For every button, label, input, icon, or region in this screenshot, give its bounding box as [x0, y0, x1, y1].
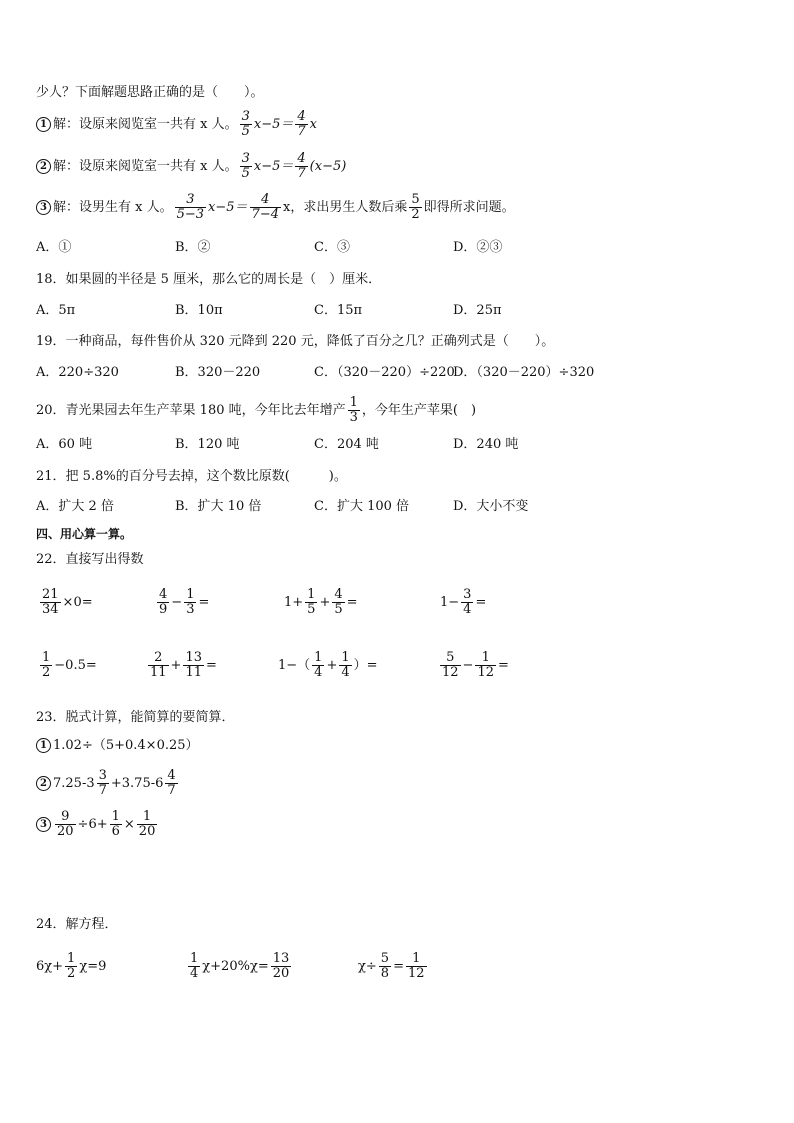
- fraction: $\frac{3}{7}$: [98, 768, 107, 798]
- q19-option-b[interactable]: B．320－220: [175, 365, 261, 380]
- fraction: $\frac{5}{12}$: [442, 650, 459, 680]
- circled-3: 3: [36, 817, 51, 832]
- q17-option-b[interactable]: B．②: [175, 240, 211, 255]
- q23-problem-3: 3 $\frac{9}{20}$ ÷6+ $\frac{1}{6}$ × $\frac{1}{20}$: [36, 810, 159, 838]
- circled-1: 1: [36, 117, 51, 132]
- fraction: $\frac{13}{11}$: [185, 650, 202, 680]
- q22-expr-1: $\frac{21}{34}$ ×0=: [42, 587, 93, 617]
- q20-option-a[interactable]: A．60 吨: [36, 437, 93, 452]
- fraction: $\frac{5}{8}$: [380, 951, 390, 981]
- circled-3: 3: [36, 200, 51, 215]
- q22-expr-3: 1+ $\frac{1}{5}$ + $\frac{4}{5}$ =: [284, 587, 358, 617]
- q18-option-c[interactable]: C．15π: [314, 303, 363, 318]
- q22-expr-6: $\frac{2}{11}$ + $\frac{13}{11}$ =: [150, 650, 217, 680]
- fraction: $\frac{5}{2}$: [411, 192, 420, 222]
- fraction: $\frac{4}{7}$: [297, 151, 306, 181]
- q18-stem: 18．如果圆的半径是 5 厘米，那么它的周长是（ ）厘米．: [36, 272, 382, 287]
- fraction: $\frac{1}{3}$: [349, 395, 358, 425]
- fraction: $\frac{1}{12}$: [477, 650, 494, 680]
- q18-option-d[interactable]: D．25π: [453, 303, 502, 318]
- fraction: $\frac{1}{4}$: [341, 650, 350, 680]
- fraction: $\frac{13}{20}$: [272, 951, 290, 981]
- q24-equation-3: χ÷ $\frac{5}{8}$ = $\frac{1}{12}$: [358, 951, 425, 981]
- q23-problem-2: 2 7.25-3 $\frac{3}{7}$ +3.75-6 $\frac{4}{7}$: [36, 769, 180, 797]
- fraction: $\frac{21}{34}$: [42, 587, 59, 617]
- fraction: $\frac{4}{5}$: [334, 587, 343, 617]
- q21-option-a[interactable]: A．扩大 2 倍: [36, 499, 114, 514]
- q18-option-a[interactable]: A．5π: [36, 303, 76, 318]
- q19-stem: 19．一种商品，每件售价从 320 元降到 220 元，降低了百分之几？正确列式是（ ）。: [36, 334, 555, 349]
- q22-expr-7: 1−（ $\frac{1}{4}$ + $\frac{1}{4}$ ）=: [278, 650, 378, 680]
- q17-stem-tail: 少人？下面解题思路正确的是（ ）。: [36, 85, 264, 100]
- q22-expr-4: 1− $\frac{3}{4}$ =: [440, 587, 487, 617]
- fraction: $\frac{4}{7}$: [297, 109, 306, 139]
- fraction: $\frac{3}{5-3}$: [176, 192, 205, 222]
- q17-solution-3: 3 解：设男生有 x 人。 $\frac{3}{5-3}$ x−5＝ $\frac{4}{7-4}$ x，求出男生人数后乘 $\frac{5}{2}$ 即得所求问题。: [36, 193, 515, 221]
- fraction: $\frac{1}{5}$: [307, 587, 316, 617]
- q23-problem-1: 1 1.02÷（5+0.4×0.25）: [36, 738, 199, 753]
- q20-option-d[interactable]: D．240 吨: [453, 437, 519, 452]
- q20-stem: 20．青光果园去年生产苹果 180 吨，今年比去年增产 $\frac{1}{3}$ ，今年生产苹果( ): [36, 395, 477, 425]
- fraction: $\frac{3}{5}$: [241, 109, 250, 139]
- q18-option-b[interactable]: B．10π: [175, 303, 223, 318]
- q21-option-d[interactable]: D．大小不变: [453, 499, 529, 514]
- q21-stem: 21．把 5.8%的百分号去掉，这个数比原数( )。: [36, 469, 347, 484]
- q19-option-a[interactable]: A．220÷320: [36, 365, 119, 380]
- fraction: $\frac{1}{2}$: [67, 951, 76, 981]
- fraction: $\frac{4}{9}$: [159, 587, 168, 617]
- fraction: $\frac{2}{11}$: [150, 650, 167, 680]
- circled-2: 2: [36, 159, 51, 174]
- fraction: $\frac{1}{12}$: [407, 951, 425, 981]
- circled-1: 1: [36, 738, 51, 753]
- fraction: $\frac{1}{2}$: [42, 650, 51, 680]
- q17-solution-2: 2 解：设原来阅览室一共有 x 人。 $\frac{3}{5}$ x−5＝ $\frac{4}{7}$ (x−5): [36, 152, 346, 180]
- fraction: $\frac{9}{20}$: [57, 809, 74, 839]
- circled-2: 2: [36, 776, 51, 791]
- q19-option-d[interactable]: D．（320－220）÷320: [453, 365, 595, 380]
- q24-stem: 24．解方程．: [36, 917, 118, 932]
- fraction: $\frac{1}{20}$: [138, 809, 156, 839]
- q17-option-c[interactable]: C．③: [314, 240, 350, 255]
- section-title: 四、用心算一算。: [36, 527, 133, 541]
- q24-equation-2: $\frac{1}{4}$ χ+20%χ= $\frac{13}{20}$: [190, 951, 290, 981]
- fraction: $\frac{1}{4}$: [190, 951, 199, 981]
- fraction: $\frac{3}{5}$: [241, 151, 250, 181]
- q23-stem: 23．脱式计算，能简算的要简算．: [36, 710, 235, 725]
- q20-option-b[interactable]: B．120 吨: [175, 437, 240, 452]
- q21-option-c[interactable]: C．扩大 100 倍: [314, 499, 410, 514]
- q22-expr-8: $\frac{5}{12}$ − $\frac{1}{12}$ =: [442, 650, 509, 680]
- q17-option-d[interactable]: D．②③: [453, 240, 503, 255]
- fraction: $\frac{1}{4}$: [314, 650, 323, 680]
- q22-expr-2: $\frac{4}{9}$ − $\frac{1}{3}$ =: [159, 587, 210, 617]
- q17-option-a[interactable]: A．①: [36, 240, 72, 255]
- q20-option-c[interactable]: C．204 吨: [314, 437, 379, 452]
- fraction: $\frac{1}{6}$: [111, 809, 120, 839]
- q22-stem: 22．直接写出得数: [36, 552, 144, 567]
- q19-option-c[interactable]: C．（320－220）÷220: [314, 365, 455, 380]
- q22-expr-5: $\frac{1}{2}$ −0.5=: [42, 650, 97, 680]
- q24-equation-1: 6χ+ $\frac{1}{2}$ χ=9: [36, 951, 107, 981]
- q21-option-b[interactable]: B．扩大 10 倍: [175, 499, 262, 514]
- q17-solution-1: 1 解：设原来阅览室一共有 x 人。 $\frac{3}{5}$ x−5＝ $\frac{4}{7}$ x: [36, 110, 317, 138]
- fraction: $\frac{3}{4}$: [463, 587, 472, 617]
- fraction: $\frac{1}{3}$: [186, 587, 195, 617]
- fraction: $\frac{4}{7}$: [167, 768, 176, 798]
- fraction: $\frac{4}{7-4}$: [251, 192, 279, 222]
